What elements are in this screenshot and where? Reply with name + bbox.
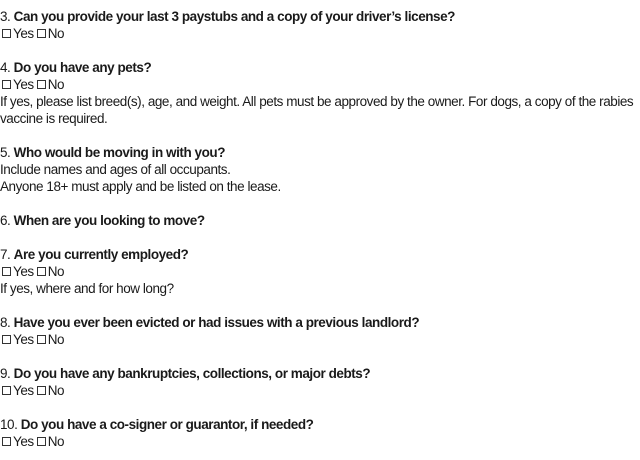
question-8 xyxy=(0,314,636,348)
question-text: Who would be moving in with you? xyxy=(13,145,225,160)
question-number: 3. xyxy=(0,9,14,24)
yes-label: Yes xyxy=(13,26,34,41)
question-10 xyxy=(0,416,636,450)
yes-no-options xyxy=(0,25,636,42)
question-number: 6. xyxy=(0,213,14,228)
question-text: When are you looking to move? xyxy=(13,213,205,228)
question-note: Anyone 18+ must apply and be listed on the lease. xyxy=(0,179,281,194)
question-heading xyxy=(0,314,636,331)
yes-checkbox[interactable] xyxy=(2,267,11,276)
question-text: Are you currently employed? xyxy=(13,247,189,262)
yes-no-options xyxy=(0,433,636,450)
question-number: 7. xyxy=(0,247,14,262)
no-label: No xyxy=(47,332,65,347)
no-label: No xyxy=(47,26,65,41)
question-4 xyxy=(0,59,636,127)
question-number: 8. xyxy=(0,315,14,330)
questionnaire xyxy=(0,8,636,450)
question-text: Can you provide your last 3 paystubs and a copy of your driver’s license? xyxy=(13,9,455,24)
yes-label: Yes xyxy=(13,332,34,347)
question-text: Do you have a co-signer or guarantor, if needed? xyxy=(20,417,314,432)
yes-checkbox[interactable] xyxy=(2,335,11,344)
question-heading xyxy=(0,59,636,76)
question-6 xyxy=(0,212,636,229)
question-number: 5. xyxy=(0,145,14,160)
question-heading xyxy=(0,212,636,229)
no-checkbox[interactable] xyxy=(37,267,46,276)
question-heading xyxy=(0,144,636,161)
yes-no-options xyxy=(0,382,636,399)
no-checkbox[interactable] xyxy=(37,386,46,395)
question-heading xyxy=(0,246,636,263)
yes-checkbox[interactable] xyxy=(2,437,11,446)
question-5 xyxy=(0,144,636,195)
question-number: 4. xyxy=(0,60,14,75)
question-note: If yes, where and for how long? xyxy=(0,281,174,296)
no-checkbox[interactable] xyxy=(37,437,46,446)
yes-label: Yes xyxy=(13,264,34,279)
yes-label: Yes xyxy=(13,383,34,398)
no-checkbox[interactable] xyxy=(37,335,46,344)
question-number: 9. xyxy=(0,366,14,381)
question-note: Include names and ages of all occupants. xyxy=(0,162,231,177)
question-text: Do you have any bankruptcies, collections, or major debts? xyxy=(13,366,371,381)
no-label: No xyxy=(47,77,65,92)
question-heading xyxy=(0,416,636,433)
yes-no-options xyxy=(0,331,636,348)
question-text: Do you have any pets? xyxy=(13,60,152,75)
question-9 xyxy=(0,365,636,399)
yes-checkbox[interactable] xyxy=(2,29,11,38)
question-3 xyxy=(0,8,636,42)
question-heading xyxy=(0,365,636,382)
question-number: 10. xyxy=(0,417,21,432)
yes-no-options xyxy=(0,263,636,280)
no-label: No xyxy=(47,383,65,398)
yes-label: Yes xyxy=(13,434,34,449)
question-text: Have you ever been evicted or had issues with a previous landlord? xyxy=(13,315,420,330)
no-checkbox[interactable] xyxy=(37,29,46,38)
yes-no-options xyxy=(0,76,636,93)
yes-label: Yes xyxy=(13,77,34,92)
no-checkbox[interactable] xyxy=(37,80,46,89)
no-label: No xyxy=(47,434,65,449)
yes-checkbox[interactable] xyxy=(2,80,11,89)
question-note: If yes, please list breed(s), age, and weight. All pets must be approved by the owner. For dogs, a copy of the rabies vaccine is required. xyxy=(0,94,634,126)
question-heading xyxy=(0,8,636,25)
question-7 xyxy=(0,246,636,297)
yes-checkbox[interactable] xyxy=(2,386,11,395)
no-label: No xyxy=(47,264,65,279)
